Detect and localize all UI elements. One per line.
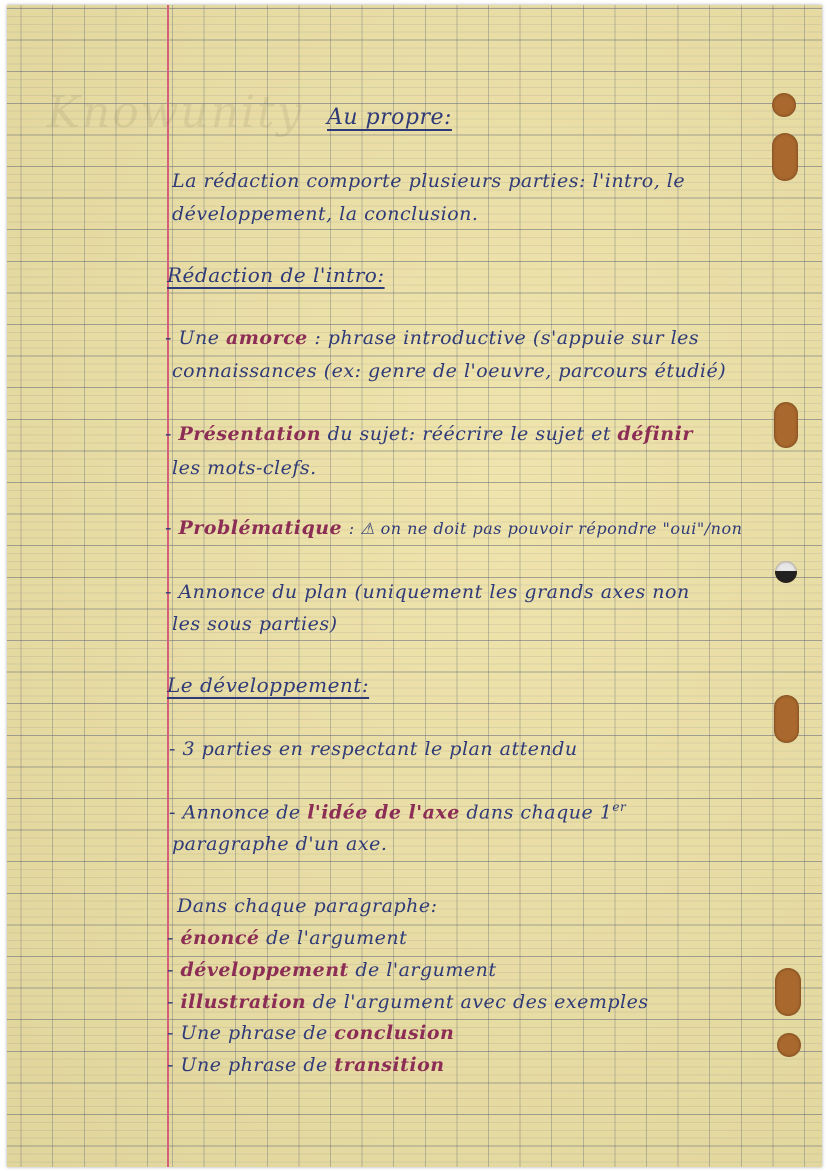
list-item-illustration (167, 991, 649, 1013)
keyword-idee-axe: l'idée de l'axe (307, 801, 460, 824)
intro-line-2: développement, la conclusion. (172, 203, 479, 225)
item-presentation (165, 423, 693, 445)
item-prefix: - Une (165, 327, 220, 349)
keyword-amorce: amorce (226, 327, 308, 349)
item-prefix: - Annonce de (169, 801, 301, 824)
keyword-definir: définir (617, 423, 693, 445)
item-amorce (165, 327, 699, 349)
binder-hole (772, 93, 796, 117)
item-prefix: - Une phrase de (167, 1022, 328, 1044)
binder-hole (772, 133, 798, 181)
item-text: : ⚠ on ne doit pas pouvoir répondre "oui"/non (348, 519, 743, 538)
item-annonce-idee (169, 800, 626, 823)
binder-hole (774, 402, 798, 448)
keyword-transition: transition (334, 1054, 445, 1076)
ordinal-superscript: er (612, 800, 627, 814)
item-text: de l'argument avec des exemples (312, 991, 649, 1013)
paragraph-intro: Dans chaque paragraphe: (177, 895, 438, 917)
item-prefix: - (165, 423, 172, 445)
item-trois-parties: - 3 parties en respectant le plan attendu (169, 738, 578, 760)
item-text: : phrase introductive (s'appuie sur les (314, 327, 700, 349)
item-prefix: - (165, 517, 172, 539)
list-item-developpement (167, 959, 497, 981)
list-item-enonce (167, 927, 407, 949)
binder-hole (775, 968, 801, 1016)
item-prefix: - Une phrase de (167, 1054, 328, 1076)
binder-hole (777, 1033, 801, 1057)
item-text: du sujet: réécrire le sujet et (327, 423, 611, 445)
item-annonce-idee-line-2: paragraphe d'un axe. (172, 833, 388, 855)
binder-hole (774, 695, 799, 743)
item-annonce-plan: - Annonce du plan (uniquement les grands axes non (165, 581, 690, 603)
notebook-sheet (7, 5, 822, 1167)
keyword-enonce: énoncé (180, 927, 260, 949)
section-heading-developpement: Le développement: (167, 673, 370, 697)
keyword-conclusion: conclusion (334, 1022, 455, 1044)
keyword-developpement: développement (180, 959, 349, 981)
item-text: de l'argument (266, 927, 408, 949)
item-amorce-line-2: connaissances (ex: genre de l'oeuvre, parcours étudié) (172, 360, 727, 382)
keyword-illustration: illustration (180, 991, 307, 1013)
list-item-transition (167, 1054, 445, 1076)
binder-hole (775, 561, 797, 583)
item-annonce-plan-line-2: les sous parties) (172, 613, 338, 635)
section-heading-intro: Rédaction de l'intro: (167, 263, 385, 287)
item-problematique (165, 517, 742, 539)
item-text: dans chaque (466, 801, 594, 824)
ordinal-base: 1 (599, 801, 613, 824)
item-presentation-line-2: les mots-clefs. (172, 457, 317, 479)
item-prefix: - (167, 927, 174, 949)
item-text: de l'argument (355, 959, 497, 981)
keyword-presentation: Présentation (178, 423, 322, 445)
item-prefix: - (167, 959, 174, 981)
item-prefix: - (167, 991, 174, 1013)
page-title: Au propre: (327, 105, 452, 130)
watermark: Knowunity (47, 87, 304, 138)
keyword-problematique: Problématique (178, 517, 343, 539)
intro-line-1: La rédaction comporte plusieurs parties: l'intro, le (172, 170, 686, 192)
list-item-conclusion (167, 1022, 454, 1044)
